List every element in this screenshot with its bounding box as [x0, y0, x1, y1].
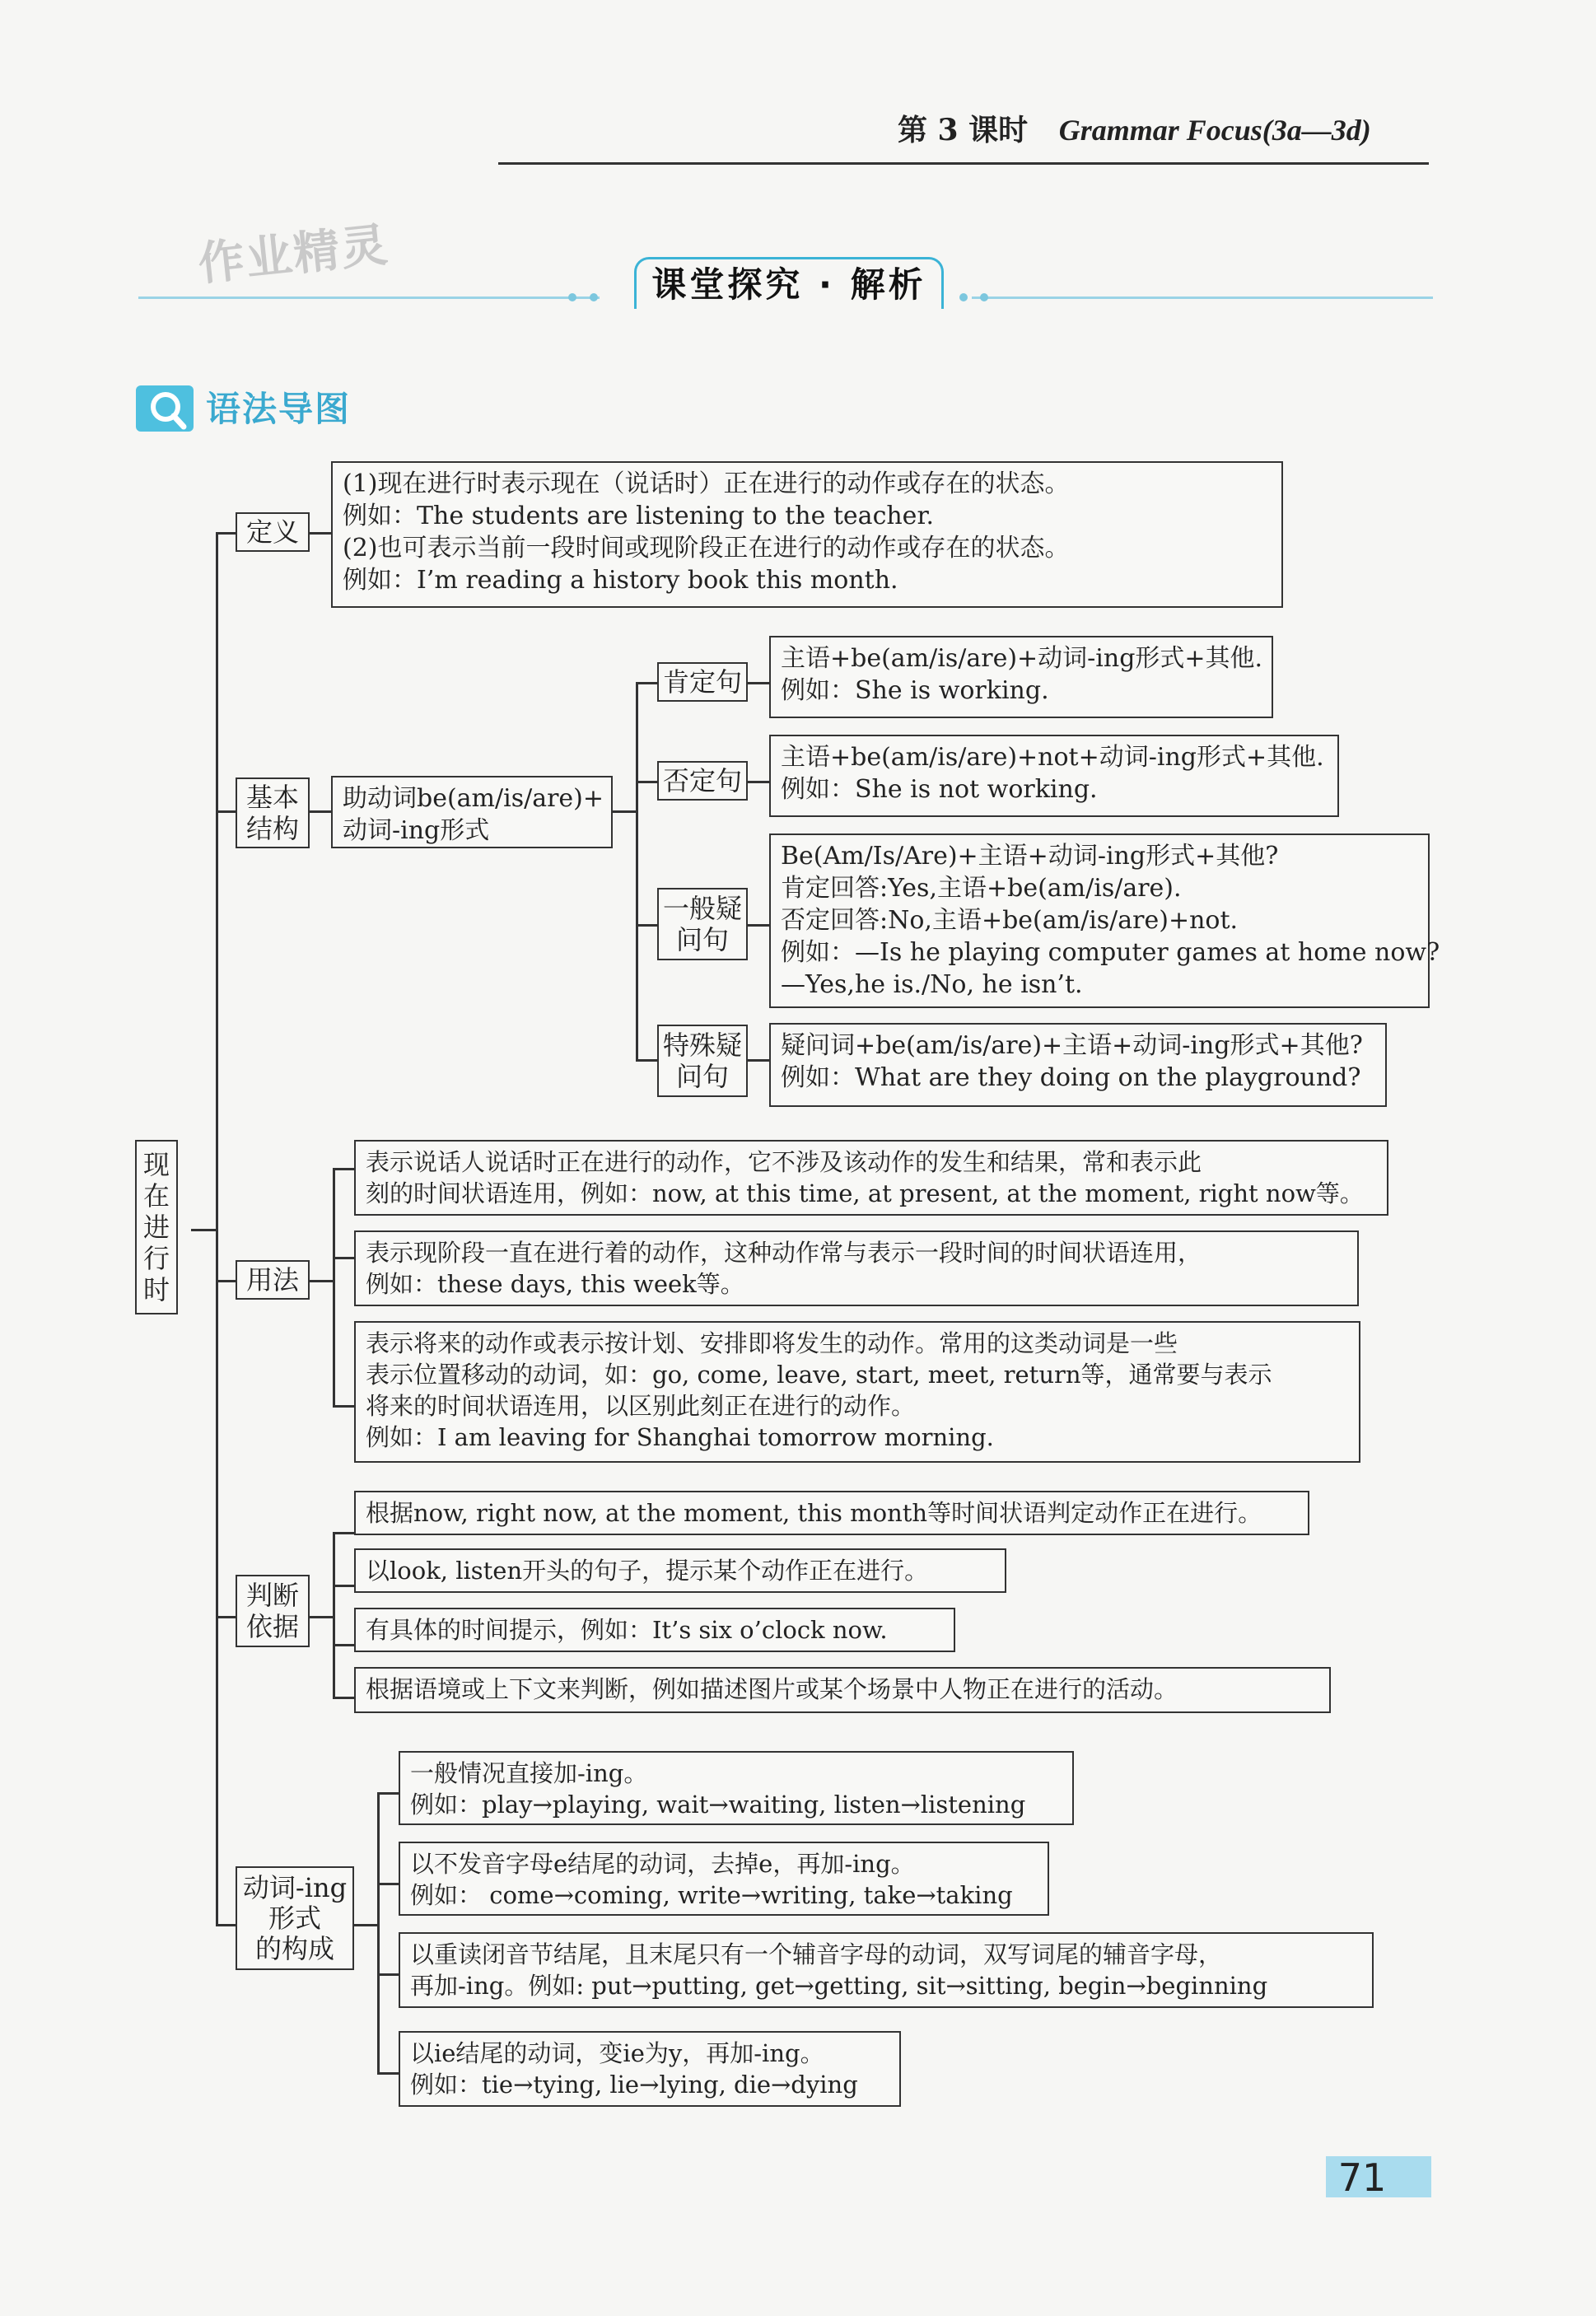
structure-formula-line: 动词-ing形式: [343, 816, 490, 845]
definition-line: 例如：I’m reading a history book this month.: [343, 566, 898, 595]
definition-line: (1)现在进行时表示现在（说话时）正在进行的动作或存在的状态。: [343, 469, 1070, 498]
connector: [613, 810, 637, 813]
usage-line: 表示现阶段一直在进行着的动作，这种动作常与表示一段时间的时间状语连用，: [366, 1239, 1202, 1267]
root-char: 现: [142, 1149, 170, 1180]
negative-box: [769, 735, 1339, 817]
definition-box: [331, 461, 1283, 608]
connector: [216, 1924, 237, 1926]
judgement-item: [354, 1491, 1309, 1535]
connector: [191, 1229, 217, 1231]
band-dot: [959, 293, 968, 301]
connector: [333, 1405, 356, 1408]
magnifier-icon: [136, 385, 194, 432]
ing-rule-line: 再加-ing。例如: put→putting, get→getting, sit→sitting, begin→beginning: [410, 1972, 1268, 2000]
judgement-label-line: 依据: [245, 1611, 299, 1642]
connector: [333, 1168, 356, 1170]
definition-line: 例如：The students are listening to the teacher.: [343, 502, 935, 530]
ing-rule-line: 一般情况直接加-ing。: [410, 1759, 648, 1787]
section-title: 语法导图: [206, 389, 352, 429]
general-question-line: 否定回答:No,主语+be(am/is/are)+not.: [781, 906, 1239, 935]
page-header: [898, 107, 1371, 149]
ing-rule-line: 例如：tie→tying, lie→lying, die→dying: [410, 2071, 858, 2099]
structure-formula-line: 助动词be(am/is/are)+: [343, 784, 604, 813]
ing-rule-line: 以不发音字母e结尾的动词，去掉e，再加-ing。: [410, 1850, 915, 1878]
judgement-line: 根据语境或上下文来判断，例如描述图片或某个场景中人物正在进行的活动。: [366, 1675, 1178, 1703]
judgement-line: 根据now, right now, at the moment, this month等时间状语判定动作正在进行。: [366, 1499, 1262, 1527]
ing-rule: [399, 2031, 901, 2107]
usage-line: 表示位置移动的动词，如：go, come, leave, start, meet, return等，通常要与表示: [366, 1361, 1272, 1389]
connector: [636, 924, 659, 927]
usage-line: 将来的时间状语连用，以区别此刻正在进行的动作。: [366, 1392, 916, 1420]
judgement-label: [236, 1575, 310, 1647]
negative-label: 否定句: [657, 761, 748, 801]
judgement-line: 有具体的时间提示，例如：It’s six o’clock now.: [366, 1616, 888, 1644]
connector: [310, 1280, 334, 1282]
connector: [636, 682, 638, 1061]
connector: [216, 1616, 237, 1618]
special-question-box: [769, 1023, 1387, 1107]
lesson-label: 第 3 课时: [898, 113, 1029, 147]
connector: [354, 1924, 379, 1926]
general-question-line: Be(Am/Is/Are)+主语+动词-ing形式+其他?: [781, 842, 1279, 871]
ing-rule-line: 例如：play→playing, wait→waiting, listen→listening: [410, 1791, 1026, 1819]
judgement-item: [354, 1667, 1331, 1713]
ing-form-label: [236, 1866, 354, 1970]
special-question-line: 例如：What are they doing on the playground?: [781, 1063, 1361, 1092]
connector: [636, 1059, 659, 1062]
ing-form-label-line: 的构成: [254, 1932, 334, 1964]
band-title: 课堂探究 · 解析: [634, 257, 944, 309]
band-line-left: [138, 297, 600, 299]
connector: [377, 1792, 380, 2074]
negative-line: 主语+be(am/is/are)+not+动词-ing形式+其他.: [781, 743, 1324, 772]
page-number: [1326, 2155, 1431, 2200]
usage-line: 表示将来的动作或表示按计划、安排即将发生的动作。常用的这类动词是一些: [366, 1329, 1178, 1357]
definition-line: (2)也可表示当前一段时间或现阶段正在进行的动作或存在的状态。: [343, 534, 1070, 563]
positive-box: [769, 636, 1273, 718]
general-question-line: 例如：—Is he playing computer games at home now?: [781, 938, 1440, 967]
connector: [333, 1257, 356, 1259]
general-question-line: 肯定回答:Yes,主语+be(am/is/are).: [781, 874, 1182, 903]
ing-form-label-line: 形式: [268, 1902, 321, 1934]
connector: [216, 1280, 237, 1282]
connector: [377, 1792, 400, 1795]
connector: [310, 810, 331, 813]
ing-rule: [399, 1751, 1074, 1825]
connector: [216, 532, 237, 535]
page-number-text: 71: [1337, 2155, 1387, 2200]
judgement-label-line: 判断: [245, 1580, 299, 1611]
root-char: 时: [142, 1274, 170, 1305]
ing-form-label-line: 动词-ing: [242, 1871, 348, 1903]
connector: [333, 1697, 356, 1699]
positive-line: 例如：She is working.: [781, 676, 1049, 705]
band-line-right: [972, 297, 1433, 299]
special-question-label-line: 特殊疑: [662, 1030, 742, 1061]
usage-line: 例如：these days, this week等。: [366, 1270, 744, 1298]
connector: [333, 1585, 356, 1587]
general-question-line: —Yes,he is./No, he isn’t.: [781, 970, 1083, 999]
usage-label: 用法: [236, 1260, 310, 1300]
structure-label-line: 结构: [245, 813, 299, 844]
judgement-item: [354, 1548, 1006, 1593]
ing-rule: [399, 1842, 1049, 1916]
positive-line: 主语+be(am/is/are)+动词-ing形式+其他.: [781, 644, 1263, 673]
general-question-label-line: 问句: [675, 924, 729, 955]
connector: [377, 1973, 400, 1976]
general-question-box: [769, 833, 1440, 1008]
root-node: [135, 1140, 178, 1314]
judgement-line: 以look, listen开头的句子，提示某个动作正在进行。: [366, 1557, 929, 1585]
usage-item: [354, 1140, 1388, 1216]
watermark-logo: 作业精灵: [195, 218, 392, 292]
band-dot: [590, 293, 598, 301]
connector: [216, 810, 237, 813]
usage-item: [354, 1321, 1360, 1463]
usage-line: 表示说话人说话时正在进行的动作，它不涉及该动作的发生和结果，常和表示此: [366, 1148, 1202, 1176]
header-rule: [498, 162, 1429, 165]
special-question-label-line: 问句: [675, 1061, 729, 1092]
connector: [333, 1532, 335, 1698]
band-dot: [980, 293, 988, 301]
root-char: 在: [142, 1180, 170, 1212]
connector: [377, 2072, 400, 2075]
usage-line: 例如：I am leaving for Shanghai tomorrow morning.: [366, 1423, 994, 1451]
connector: [310, 1616, 334, 1618]
root-char: 行: [142, 1243, 170, 1274]
structure-label: [236, 777, 310, 848]
ing-rule-line: 以重读闭音节结尾，且末尾只有一个辅音字母的动词，双写词尾的辅音字母，: [410, 1940, 1223, 1968]
general-question-label: [657, 888, 748, 960]
connector: [636, 781, 659, 783]
ing-rule-line: 以ie结尾的动词，变ie为y，再加-ing。: [410, 2039, 824, 2067]
connector: [636, 682, 659, 684]
structure-label-line: 基本: [245, 782, 299, 813]
connector: [310, 532, 333, 535]
connector: [377, 1883, 400, 1885]
connector: [333, 1168, 335, 1407]
connector: [333, 1532, 356, 1534]
definition-label: 定义: [236, 512, 310, 552]
usage-item: [354, 1230, 1359, 1306]
ing-rule-line: 例如： come→coming, write→writing, take→taking: [410, 1881, 1013, 1909]
positive-label: 肯定句: [657, 662, 748, 702]
ing-rule: [399, 1932, 1374, 2008]
connector: [333, 1644, 356, 1646]
special-question-label: [657, 1025, 748, 1097]
structure-formula: [331, 776, 613, 848]
general-question-label-line: 一般疑: [662, 893, 742, 924]
lesson-topic: Grammar Focus(3a—3d): [1058, 114, 1371, 147]
root-char: 进: [142, 1212, 170, 1243]
judgement-item: [354, 1608, 955, 1652]
usage-line: 刻的时间状语连用，例如：now, at this time, at present, at the moment, right now等。: [366, 1179, 1364, 1207]
negative-line: 例如：She is not working.: [781, 775, 1098, 804]
band-dot: [568, 293, 576, 301]
special-question-line: 疑问词+be(am/is/are)+主语+动词-ing形式+其他?: [781, 1031, 1363, 1060]
